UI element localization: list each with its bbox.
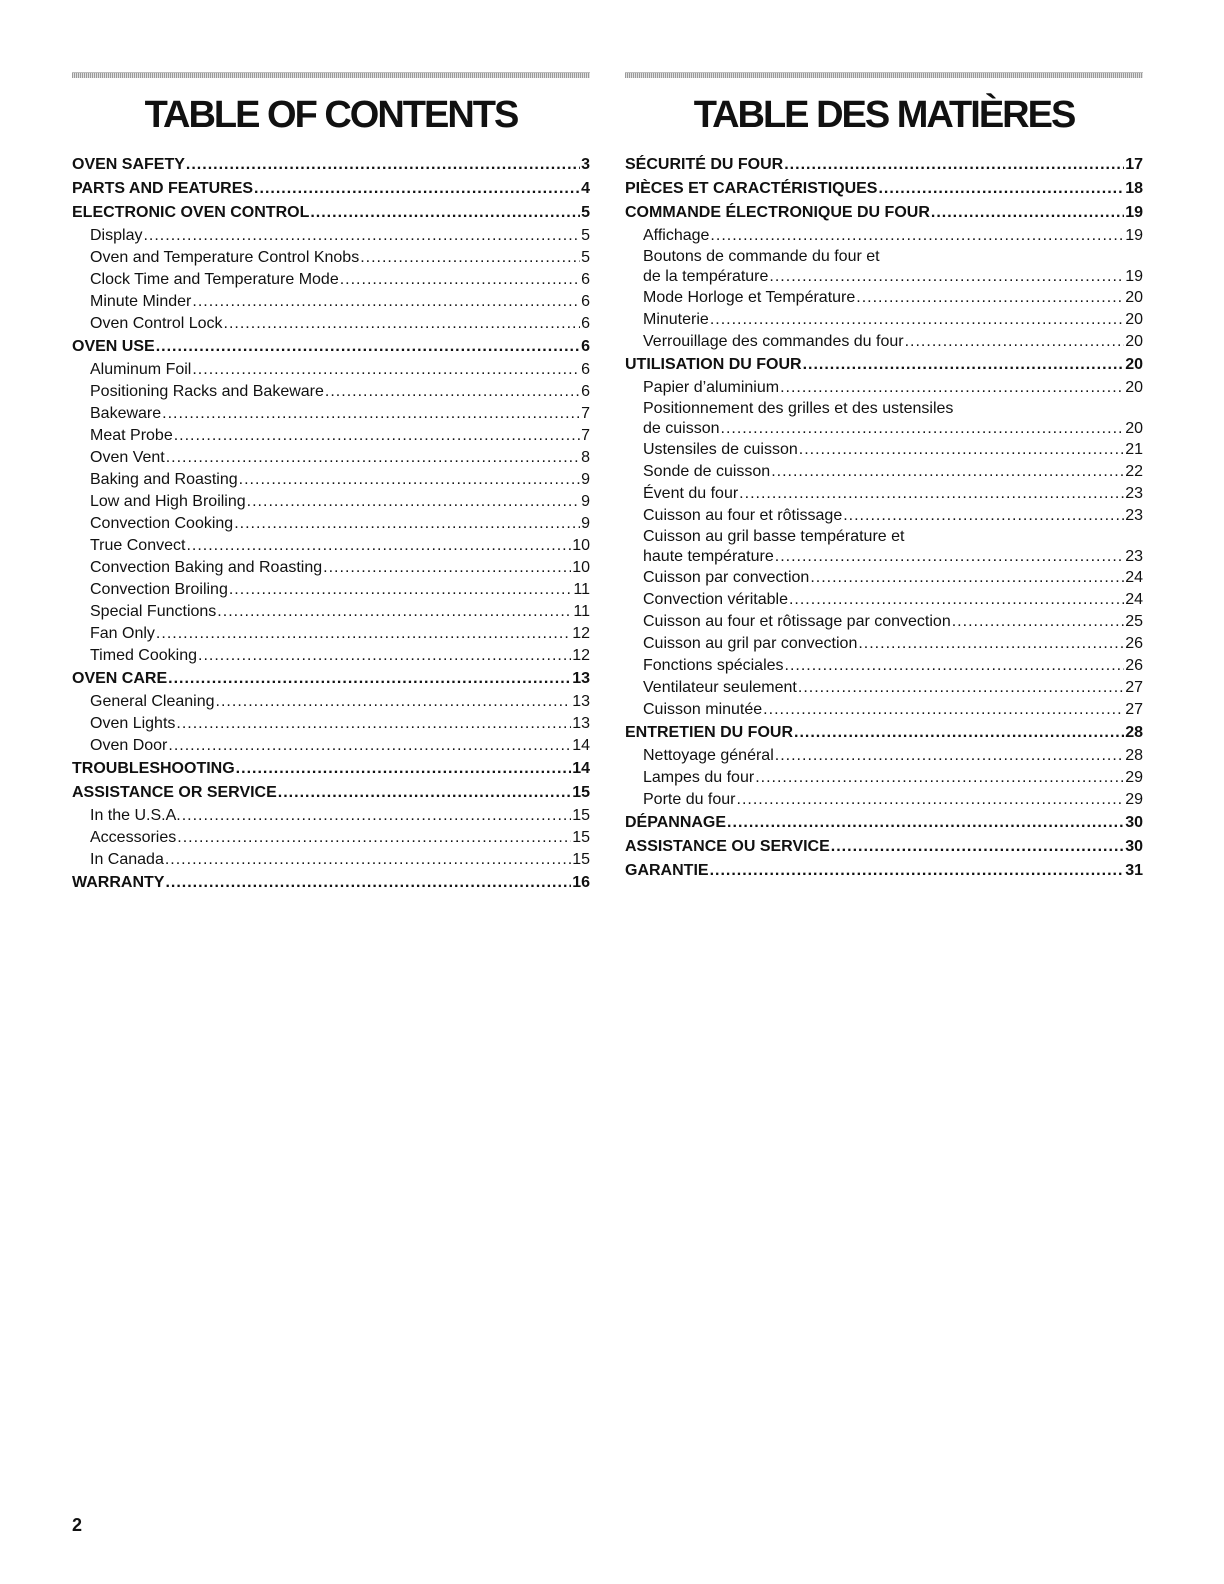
toc-page-number: 14	[572, 737, 590, 754]
toc-page-number: 21	[1125, 441, 1143, 458]
toc-page-number: 22	[1125, 463, 1143, 480]
toc-page-number: 20	[1125, 420, 1143, 437]
dot-leader	[310, 201, 580, 225]
toc-subsection[interactable]	[625, 419, 1143, 439]
dot-leader	[177, 827, 571, 849]
toc-page-number: 14	[572, 760, 590, 777]
dot-leader	[831, 835, 1124, 859]
toc-entry-title: TROUBLESHOOTING	[72, 760, 235, 777]
dot-leader	[186, 535, 571, 557]
toc-subsection[interactable]	[625, 633, 1143, 655]
toc-entry-title: ASSISTANCE OR SERVICE	[72, 784, 277, 801]
toc-subsection[interactable]	[72, 805, 590, 827]
dot-leader	[165, 871, 571, 895]
toc-page-number: 15	[572, 829, 590, 846]
toc-section[interactable]	[625, 201, 1143, 225]
toc-subsection[interactable]	[625, 767, 1143, 789]
toc-page-number: 6	[581, 338, 590, 355]
toc-entry-title: Cuisson au gril par convection	[643, 635, 858, 652]
toc-entry-title: Minute Minder	[90, 293, 192, 310]
page-title: TABLE DES MATIÈRES	[693, 94, 1075, 136]
toc-subsection[interactable]	[72, 827, 590, 849]
toc-entry-title: haute température	[643, 548, 774, 565]
toc-subsection[interactable]	[625, 225, 1143, 247]
toc-page-number: 6	[581, 361, 590, 378]
toc-page-number: 23	[1125, 507, 1143, 524]
toc-entry-title: In the U.S.A.	[90, 807, 181, 824]
toc-page-number: 16	[572, 874, 590, 891]
toc-entry-line: Boutons de commande du four et	[643, 248, 880, 265]
dot-leader	[156, 623, 571, 645]
dot-leader	[192, 291, 580, 313]
toc-section[interactable]	[72, 201, 590, 225]
dot-leader	[794, 721, 1124, 745]
toc-page-number: 17	[1125, 156, 1143, 173]
dot-leader	[278, 781, 571, 805]
toc-entry-title: WARRANTY	[72, 874, 165, 891]
dot-leader	[168, 667, 571, 691]
toc-page-number: 11	[573, 603, 590, 620]
toc-page-number: 31	[1125, 862, 1143, 879]
toc-page-number: 6	[581, 383, 590, 400]
page-number: 2	[72, 1515, 83, 1535]
dot-leader	[799, 439, 1124, 461]
toc-page-number: 27	[1125, 701, 1143, 718]
toc-entry-title: Convection véritable	[643, 591, 788, 608]
dot-leader	[727, 811, 1124, 835]
toc-entry-title: Lampes du four	[643, 769, 755, 786]
toc-page-number: 29	[1125, 769, 1143, 786]
dot-leader	[166, 447, 580, 469]
toc-page-number: 27	[1125, 679, 1143, 696]
toc-entry-title: Papier d’aluminium	[643, 379, 780, 396]
toc-entry-title: Oven Control Lock	[90, 315, 223, 332]
dot-leader	[931, 201, 1124, 225]
toc-page-number: 15	[572, 807, 590, 824]
toc-subsection[interactable]	[72, 247, 590, 269]
toc-section[interactable]	[625, 859, 1143, 883]
dot-leader	[182, 805, 571, 827]
toc-section[interactable]	[625, 153, 1143, 177]
toc-list	[625, 153, 1143, 883]
toc-page-number: 12	[572, 647, 590, 664]
toc-subsection[interactable]	[72, 313, 590, 335]
dot-leader	[710, 225, 1124, 247]
toc-entry-title: Verrouillage des commandes du four	[643, 333, 904, 350]
toc-section[interactable]	[72, 667, 590, 691]
dot-leader	[789, 589, 1124, 611]
toc-subsection[interactable]	[625, 287, 1143, 309]
toc-page-number: 25	[1125, 613, 1143, 630]
toc-section[interactable]	[625, 177, 1143, 201]
toc-subsection[interactable]	[72, 447, 590, 469]
toc-entry-title: Porte du four	[643, 791, 736, 808]
dot-leader	[856, 287, 1124, 309]
dot-leader	[878, 177, 1124, 201]
toc-page-number: 7	[581, 427, 590, 444]
toc-page-number: 29	[1125, 791, 1143, 808]
toc-page-number: 10	[572, 537, 590, 554]
toc-page-number: 15	[572, 784, 590, 801]
toc-subsection[interactable]	[625, 505, 1143, 527]
dot-leader	[217, 601, 572, 623]
toc-subsection[interactable]	[72, 601, 590, 623]
toc-entry-title: Baking and Roasting	[90, 471, 238, 488]
toc-page-number: 20	[1125, 356, 1143, 373]
toc-entry-title: Bakeware	[90, 405, 162, 422]
dot-leader	[710, 859, 1125, 883]
toc-subsection[interactable]	[72, 269, 590, 291]
toc-subsection[interactable]	[625, 267, 1143, 287]
toc-page-number: 9	[581, 493, 590, 510]
toc-subsection[interactable]	[625, 699, 1143, 721]
toc-entry-title: In Canada	[90, 851, 164, 868]
toc-section[interactable]	[625, 353, 1143, 377]
toc-subsection[interactable]	[625, 309, 1143, 331]
toc-entry-title: Clock Time and Temperature Mode	[90, 271, 339, 288]
toc-entry-title: PIÈCES ET CARACTÉRISTIQUES	[625, 180, 878, 197]
dot-leader	[236, 757, 572, 781]
dot-leader	[710, 309, 1124, 331]
toc-page-number: 20	[1125, 311, 1143, 328]
dot-leader	[176, 713, 571, 735]
toc-entry-title: DÉPANNAGE	[625, 814, 727, 831]
toc-entry-title: GARANTIE	[625, 862, 709, 879]
toc-subsection[interactable]	[72, 579, 590, 601]
dot-leader	[737, 789, 1125, 811]
dot-leader	[174, 425, 580, 447]
dot-leader	[224, 313, 581, 335]
toc-page-number: 30	[1125, 838, 1143, 855]
toc-subsection[interactable]	[72, 381, 590, 403]
dot-leader	[186, 153, 580, 177]
toc-entry-title: Cuisson minutée	[643, 701, 763, 718]
toc-entry-title: Ustensiles de cuisson	[643, 441, 798, 458]
toc-page-number: 9	[581, 515, 590, 532]
dot-leader	[229, 579, 573, 601]
toc-subsection[interactable]	[72, 623, 590, 645]
toc-entry-title: Oven Door	[90, 737, 168, 754]
dot-leader	[755, 767, 1124, 789]
toc-entry-title: ELECTRONIC OVEN CONTROL	[72, 204, 310, 221]
dot-leader	[198, 645, 571, 667]
toc-page-number: 3	[581, 156, 590, 173]
toc-page-number: 23	[1125, 485, 1143, 502]
dot-leader	[216, 691, 572, 713]
dot-leader	[771, 461, 1124, 483]
toc-entry-line: Positionnement des grilles et des ustensiles	[643, 400, 954, 417]
toc-section[interactable]	[625, 721, 1143, 745]
toc-subsection[interactable]	[72, 469, 590, 491]
toc-page-number: 13	[572, 693, 590, 710]
dot-leader	[769, 267, 1124, 287]
toc-french	[625, 72, 1143, 883]
dot-leader	[325, 381, 580, 403]
toc-entry-title: Minuterie	[643, 311, 709, 328]
toc-entry-title: Display	[90, 227, 143, 244]
toc-page-number: 26	[1125, 635, 1143, 652]
toc-subsection[interactable]	[625, 567, 1143, 589]
dot-leader	[143, 225, 580, 247]
toc-page-number: 19	[1125, 204, 1143, 221]
toc-entry-title: PARTS AND FEATURES	[72, 180, 254, 197]
toc-section[interactable]	[72, 153, 590, 177]
toc-page-number: 13	[572, 715, 590, 732]
toc-entry-title: Timed Cooking	[90, 647, 198, 664]
toc-subsection[interactable]	[625, 483, 1143, 505]
toc-entry-title: Convection Cooking	[90, 515, 234, 532]
toc-section[interactable]	[72, 781, 590, 805]
dot-leader	[247, 491, 580, 513]
dot-leader	[323, 557, 571, 579]
toc-section[interactable]	[72, 871, 590, 895]
toc-entry-title: Oven and Temperature Control Knobs	[90, 249, 360, 266]
toc-entry-title: OVEN CARE	[72, 670, 168, 687]
toc-entry-title: Oven Lights	[90, 715, 176, 732]
toc-subsection[interactable]	[625, 789, 1143, 811]
toc-entry-title: Fan Only	[90, 625, 155, 642]
toc-section[interactable]	[625, 811, 1143, 835]
dot-leader	[803, 353, 1125, 377]
toc-section[interactable]	[72, 177, 590, 201]
toc-page-number: 20	[1125, 379, 1143, 396]
toc-subsection[interactable]	[625, 439, 1143, 461]
toc-subsection[interactable]	[72, 403, 590, 425]
toc-entry-title: UTILISATION DU FOUR	[625, 356, 802, 373]
toc-subsection[interactable]	[625, 655, 1143, 677]
dot-leader	[239, 469, 580, 491]
toc-page-number: 19	[1125, 227, 1143, 244]
toc-page-number: 18	[1125, 180, 1143, 197]
toc-page-number: 9	[581, 471, 590, 488]
dot-leader	[763, 699, 1124, 721]
toc-subsection[interactable]	[625, 331, 1143, 353]
toc-entry-title: OVEN SAFETY	[72, 156, 185, 173]
dot-leader	[162, 403, 580, 425]
toc-entry-title: ASSISTANCE OU SERVICE	[625, 838, 830, 855]
dot-leader	[810, 567, 1124, 589]
toc-page-number: 7	[581, 405, 590, 422]
toc-entry-title: True Convect	[90, 537, 186, 554]
toc-entry-title: Cuisson par convection	[643, 569, 810, 586]
dot-leader	[234, 513, 580, 535]
toc-section[interactable]	[72, 335, 590, 359]
toc-entry-title: de la température	[643, 268, 769, 285]
toc-page-number: 6	[581, 293, 590, 310]
header-rule	[625, 72, 1143, 78]
toc-subsection[interactable]	[625, 547, 1143, 567]
toc-entry-title: OVEN USE	[72, 338, 155, 355]
toc-subsection[interactable]	[72, 735, 590, 757]
toc-page-number: 24	[1125, 569, 1143, 586]
header-rule	[72, 72, 590, 78]
dot-leader	[775, 745, 1124, 767]
toc-entry-title: Convection Baking and Roasting	[90, 559, 323, 576]
toc-page-number: 4	[581, 180, 590, 197]
dot-leader	[905, 331, 1125, 353]
toc-subsection[interactable]	[625, 611, 1143, 633]
toc-page-number: 28	[1125, 747, 1143, 764]
toc-entry-title: Cuisson au four et rôtissage par convection	[643, 613, 951, 630]
toc-entry-title: Special Functions	[90, 603, 217, 620]
dot-leader	[168, 735, 571, 757]
dot-leader	[858, 633, 1124, 655]
dot-leader	[843, 505, 1124, 527]
toc-page-number: 15	[572, 851, 590, 868]
dot-leader	[798, 677, 1124, 699]
dot-leader	[739, 483, 1124, 505]
toc-entry-title: Convection Broiling	[90, 581, 228, 598]
toc-page-number: 13	[572, 670, 590, 687]
toc-page-number: 6	[581, 271, 590, 288]
toc-subsection[interactable]	[72, 535, 590, 557]
toc-entry-title: Meat Probe	[90, 427, 173, 444]
toc-subsection[interactable]	[72, 691, 590, 713]
toc-entry-title: Low and High Broiling	[90, 493, 246, 510]
toc-subsection[interactable]	[625, 677, 1143, 699]
dot-leader	[192, 359, 580, 381]
toc-subsection[interactable]	[72, 359, 590, 381]
dot-leader	[952, 611, 1124, 633]
toc-subsection[interactable]	[72, 849, 590, 871]
toc-entry-title: Cuisson au four et rôtissage	[643, 507, 843, 524]
dot-leader	[340, 269, 580, 291]
toc-entry-title: Aluminum Foil	[90, 361, 192, 378]
toc-page-number: 28	[1125, 724, 1143, 741]
toc-page-number: 5	[581, 227, 590, 244]
dot-leader	[156, 335, 580, 359]
toc-english	[72, 72, 590, 895]
toc-page-number: 23	[1125, 548, 1143, 565]
toc-subsection[interactable]	[72, 291, 590, 313]
toc-page-number: 20	[1125, 333, 1143, 350]
toc-subsection[interactable]	[72, 713, 590, 735]
toc-entry-title: Nettoyage général	[643, 747, 774, 764]
toc-subsection[interactable]	[625, 461, 1143, 483]
toc-page-number: 11	[573, 581, 590, 598]
toc-section[interactable]	[625, 835, 1143, 859]
toc-entry-title: Affichage	[643, 227, 710, 244]
page-title: TABLE OF CONTENTS	[144, 94, 518, 136]
toc-subsection[interactable]	[72, 491, 590, 513]
toc-entry-line: Cuisson au gril basse température et	[643, 528, 905, 545]
toc-entry-title: Sonde de cuisson	[643, 463, 771, 480]
toc-entry-title: Ventilateur seulement	[643, 679, 797, 696]
toc-subsection[interactable]	[625, 589, 1143, 611]
toc-subsection[interactable]	[72, 425, 590, 447]
toc-subsection[interactable]	[625, 377, 1143, 399]
toc-entry-title: Positioning Racks and Bakeware	[90, 383, 324, 400]
toc-entry-title: Évent du four	[643, 485, 739, 502]
toc-subsection[interactable]	[72, 513, 590, 535]
toc-subsection[interactable]	[72, 557, 590, 579]
toc-page-number: 24	[1125, 591, 1143, 608]
dot-leader	[254, 177, 580, 201]
toc-page-number: 20	[1125, 289, 1143, 306]
toc-entry-title: de cuisson	[643, 420, 720, 437]
toc-page-number: 12	[572, 625, 590, 642]
toc-subsection[interactable]	[72, 225, 590, 247]
toc-page-number: 8	[581, 449, 590, 466]
toc-page-number: 19	[1125, 268, 1143, 285]
toc-entry-title: Accessories	[90, 829, 177, 846]
toc-list	[72, 153, 590, 895]
toc-entry-title: ENTRETIEN DU FOUR	[625, 724, 793, 741]
toc-page-number: 30	[1125, 814, 1143, 831]
toc-entry-title: Fonctions spéciales	[643, 657, 784, 674]
toc-entry-title: SÉCURITÉ DU FOUR	[625, 156, 784, 173]
toc-entry-title: COMMANDE ÉLECTRONIQUE DU FOUR	[625, 204, 930, 221]
toc-page-number: 26	[1125, 657, 1143, 674]
toc-entry-title: Mode Horloge et Température	[643, 289, 856, 306]
dot-leader	[780, 377, 1124, 399]
dot-leader	[721, 419, 1125, 439]
dot-leader	[785, 655, 1125, 677]
toc-entry-title: General Cleaning	[90, 693, 215, 710]
dot-leader	[775, 547, 1124, 567]
toc-page-number: 5	[581, 249, 590, 266]
dot-leader	[360, 247, 580, 269]
dot-leader	[784, 153, 1124, 177]
dot-leader	[165, 849, 571, 871]
toc-section[interactable]	[72, 757, 590, 781]
toc-page-number: 10	[572, 559, 590, 576]
toc-page-number: 5	[581, 204, 590, 221]
toc-page-number: 6	[581, 315, 590, 332]
toc-entry-title: Oven Vent	[90, 449, 165, 466]
toc-subsection[interactable]	[625, 745, 1143, 767]
toc-subsection[interactable]	[72, 645, 590, 667]
